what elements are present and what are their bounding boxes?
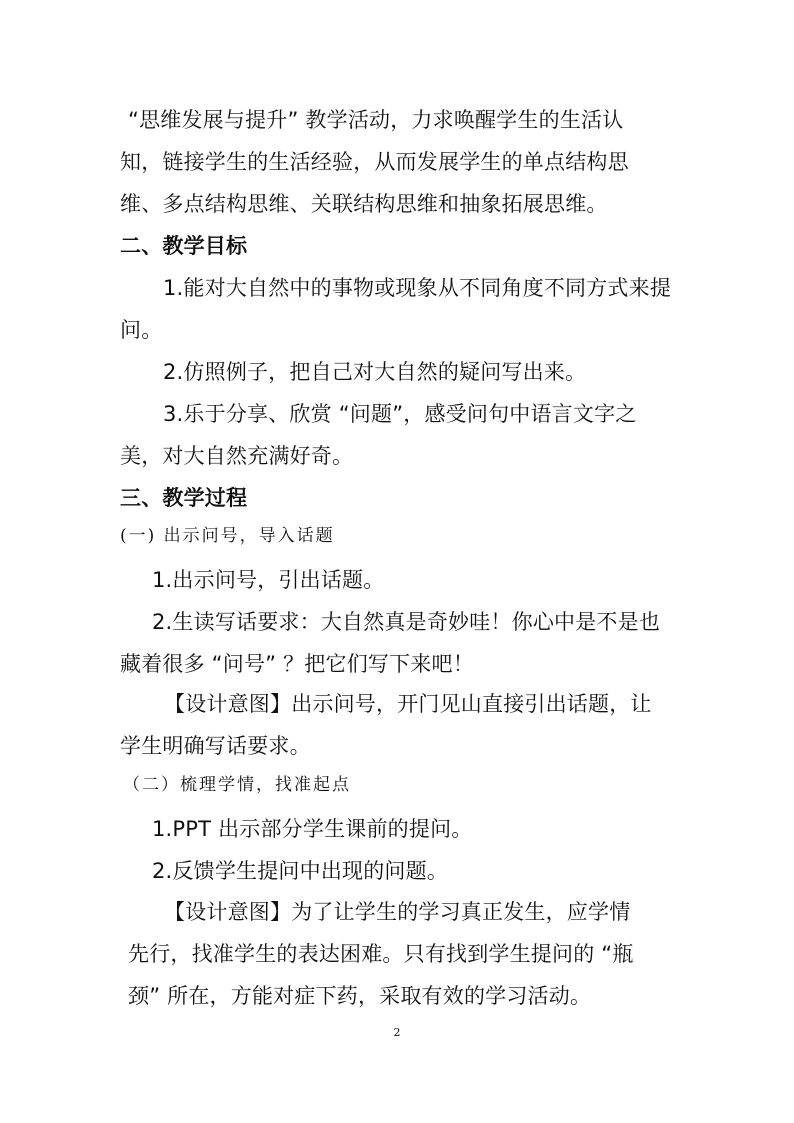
paragraph-line: 2.仿照例子，把自己对大自然的疑问写出来。 [163, 360, 587, 384]
paragraph-line: 2.反馈学生提问中出现的问题。 [152, 859, 449, 883]
paragraph-line: 【设计意图】为了让学生的学习真正发生，应学情 [164, 900, 631, 924]
paragraph-line: 2.生读写话要求：大自然真是奇妙哇！你心中是不是也 [152, 610, 661, 634]
subsection-heading: (一) 出示问号，导入话题 [120, 526, 335, 546]
section-heading-teaching-process: 三、教学过程 [120, 486, 248, 510]
page-number: 2 [393, 1026, 401, 1039]
paragraph-line: 1.能对大自然中的事物或现象从不同角度不同方式来提 [163, 276, 672, 300]
paragraph-line: 学生明确写话要求。 [120, 734, 311, 758]
paragraph-line: 3.乐于分享、欣赏 “问题”，感受问句中语言文字之 [163, 402, 637, 426]
paragraph-line: 1.出示问号，引出话题。 [152, 568, 385, 592]
paragraph-line: 问。 [120, 318, 163, 342]
paragraph-line: 先行，找准学生的表达困难。只有找到学生提问的 “瓶 [128, 942, 634, 966]
section-heading-teaching-goals: 二、教学目标 [120, 234, 248, 258]
paragraph-line: 知，链接学生的生活经验，从而发展学生的单点结构思 [120, 150, 629, 174]
paragraph-line: 颈” 所在，方能对症下药，采取有效的学习活动。 [128, 984, 592, 1008]
paragraph-line: 维、多点结构思维、关联结构思维和抽象拓展思维。 [120, 192, 608, 216]
paragraph-line: 藏着很多 “问号” ？把它们写下来吧！ [120, 652, 474, 676]
paragraph-line: “思维发展与提升” 教学活动，力求唤醒学生的生活认 [128, 108, 624, 132]
paragraph-line: 【设计意图】出示问号，开门见山直接引出话题，让 [164, 692, 652, 716]
paragraph-line: 1.PPT 出示部分学生课前的提问。 [152, 817, 473, 841]
subsection-heading: （二）梳理学情，找准起点 [123, 775, 351, 795]
paragraph-line: 美，对大自然充满好奇。 [120, 444, 354, 468]
